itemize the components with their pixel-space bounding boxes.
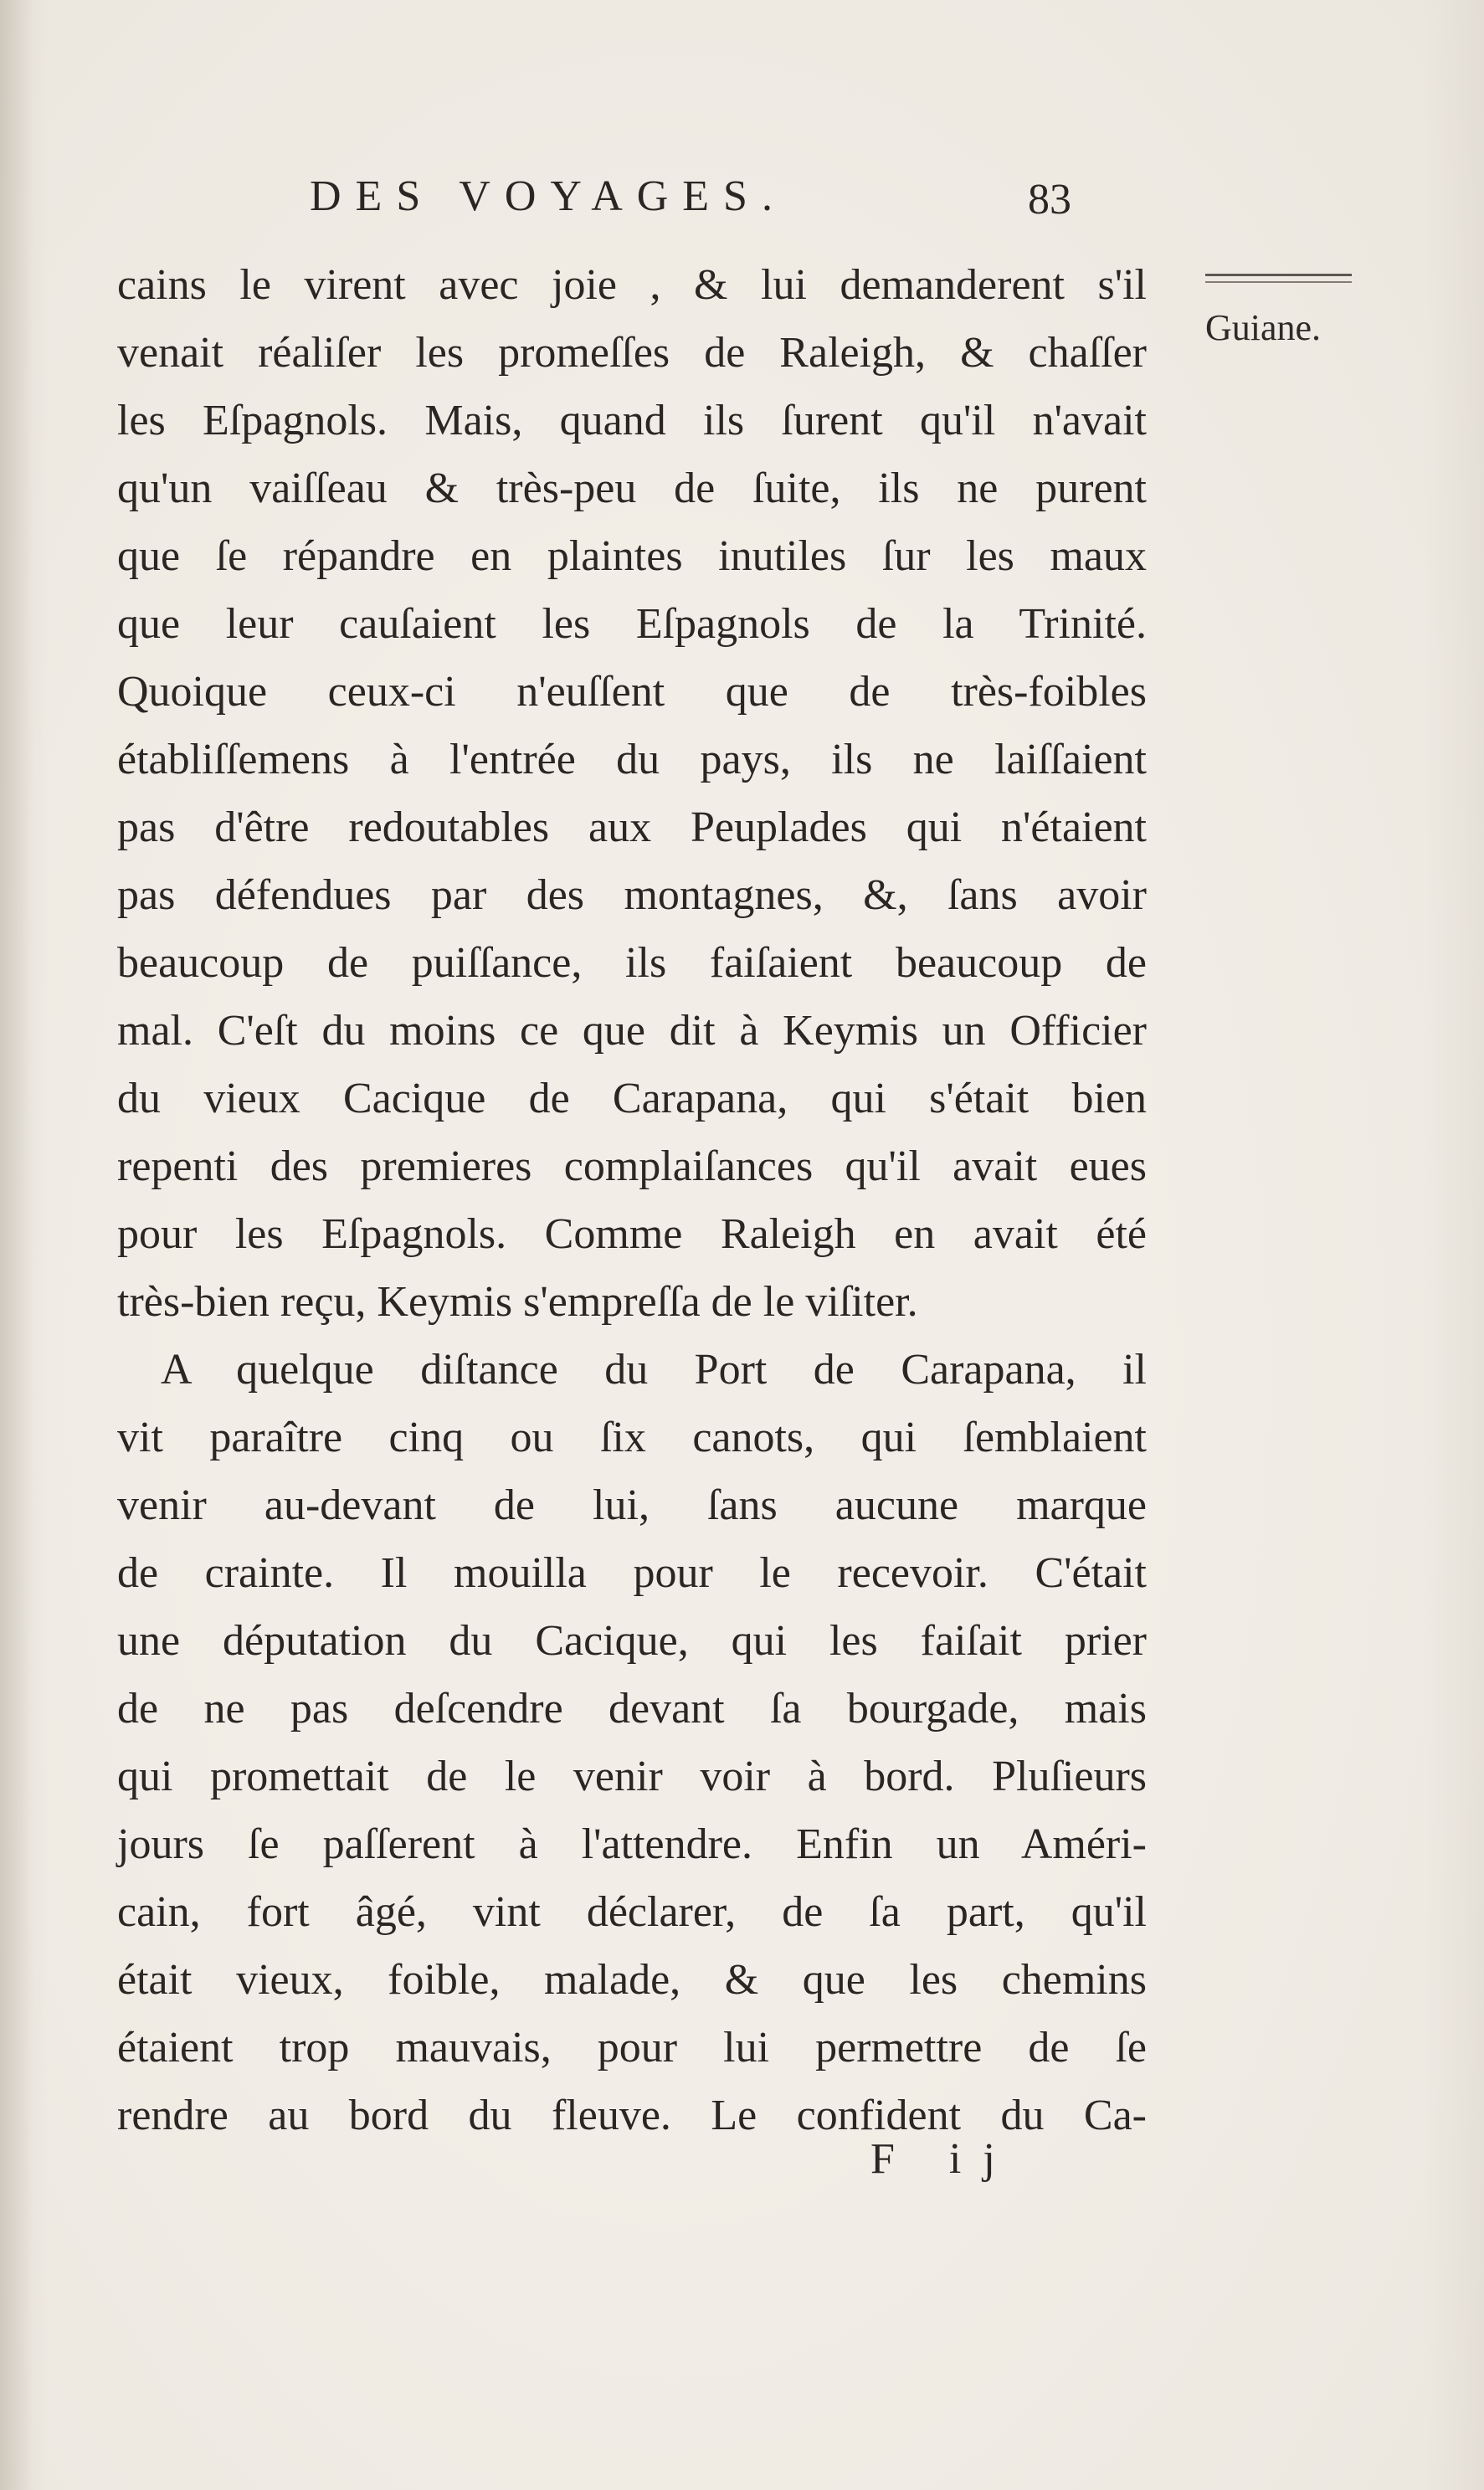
- text-line: cains le virent avec joie , & lui demanderent s'il: [117, 261, 1147, 309]
- gutter-shadow: [0, 0, 33, 2490]
- text-line: les Eſpagnols. Mais, quand ils ſurent qu'il n'avait: [117, 397, 1147, 444]
- text-line: Quoique ceux-ci n'euſſent que de très-foibles: [117, 668, 1147, 716]
- text-line: jours ſe paſſerent à l'attendre. Enfin un Améri-: [117, 1820, 1147, 1868]
- signature-mark: F ij: [870, 2135, 1017, 2183]
- text-line: vit paraître cinq ou ſix canots, qui ſemblaient: [117, 1414, 1147, 1461]
- text-line: pas d'être redoutables aux Peuplades qui n'étaient: [117, 803, 1147, 851]
- text-line: cain, fort âgé, vint déclarer, de ſa part, qu'il: [117, 1888, 1147, 1936]
- text-line: pour les Eſpagnols. Comme Raleigh en avait été: [117, 1210, 1147, 1258]
- body-text: [117, 251, 1147, 2149]
- page-number: 83: [1028, 176, 1071, 223]
- text-line: qui promettait de le venir voir à bord. Pluſieurs: [117, 1753, 1147, 1800]
- text-line: mal. C'eſt du moins ce que dit à Keymis un Officier: [117, 1007, 1147, 1055]
- text-line: venir au-devant de lui, ſans aucune marque: [117, 1481, 1147, 1529]
- text-line: était vieux, foible, malade, & que les chemins: [117, 1956, 1147, 2004]
- text-line: une députation du Cacique, qui les faiſait prier: [117, 1617, 1147, 1665]
- text-line: établiſſemens à l'entrée du pays, ils ne laiſſaient: [117, 736, 1147, 783]
- margin-rule: [1205, 274, 1352, 283]
- text-line: de ne pas deſcendre devant ſa bourgade, mais: [117, 1685, 1147, 1733]
- text-line: que ſe répandre en plaintes inutiles ſur les maux: [117, 532, 1147, 580]
- text-line: que leur cauſaient les Eſpagnols de la Trinité.: [117, 600, 1147, 648]
- text-line: beaucoup de puiſſance, ils faiſaient beaucoup de: [117, 939, 1147, 987]
- text-line: qu'un vaiſſeau & très-peu de ſuite, ils ne purent: [117, 465, 1147, 512]
- text-line: étaient trop mauvais, pour lui permettre de ſe: [117, 2024, 1147, 2072]
- margin-note: Guiane.: [1205, 307, 1322, 348]
- text-line: de crainte. Il mouilla pour le recevoir. C'était: [117, 1549, 1147, 1597]
- text-line: repenti des premieres complaiſances qu'il avait eues: [117, 1142, 1147, 1190]
- text-line: venait réaliſer les promeſſes de Raleigh, & chaſſer: [117, 329, 1147, 377]
- paragraph-start-line: A quelque diſtance du Port de Carapana, il: [161, 1346, 1147, 1394]
- paragraph-end-line: très-bien reçu, Keymis s'empreſſa de le viſiter.: [117, 1278, 918, 1326]
- text-line: du vieux Cacique de Carapana, qui s'était bien: [117, 1075, 1147, 1122]
- text-line: rendre au bord du fleuve. Le confident du Ca-: [117, 2092, 1147, 2139]
- running-head: DES VOYAGES.: [310, 172, 787, 220]
- text-line: pas défendues par des montagnes, &, ſans avoir: [117, 871, 1147, 919]
